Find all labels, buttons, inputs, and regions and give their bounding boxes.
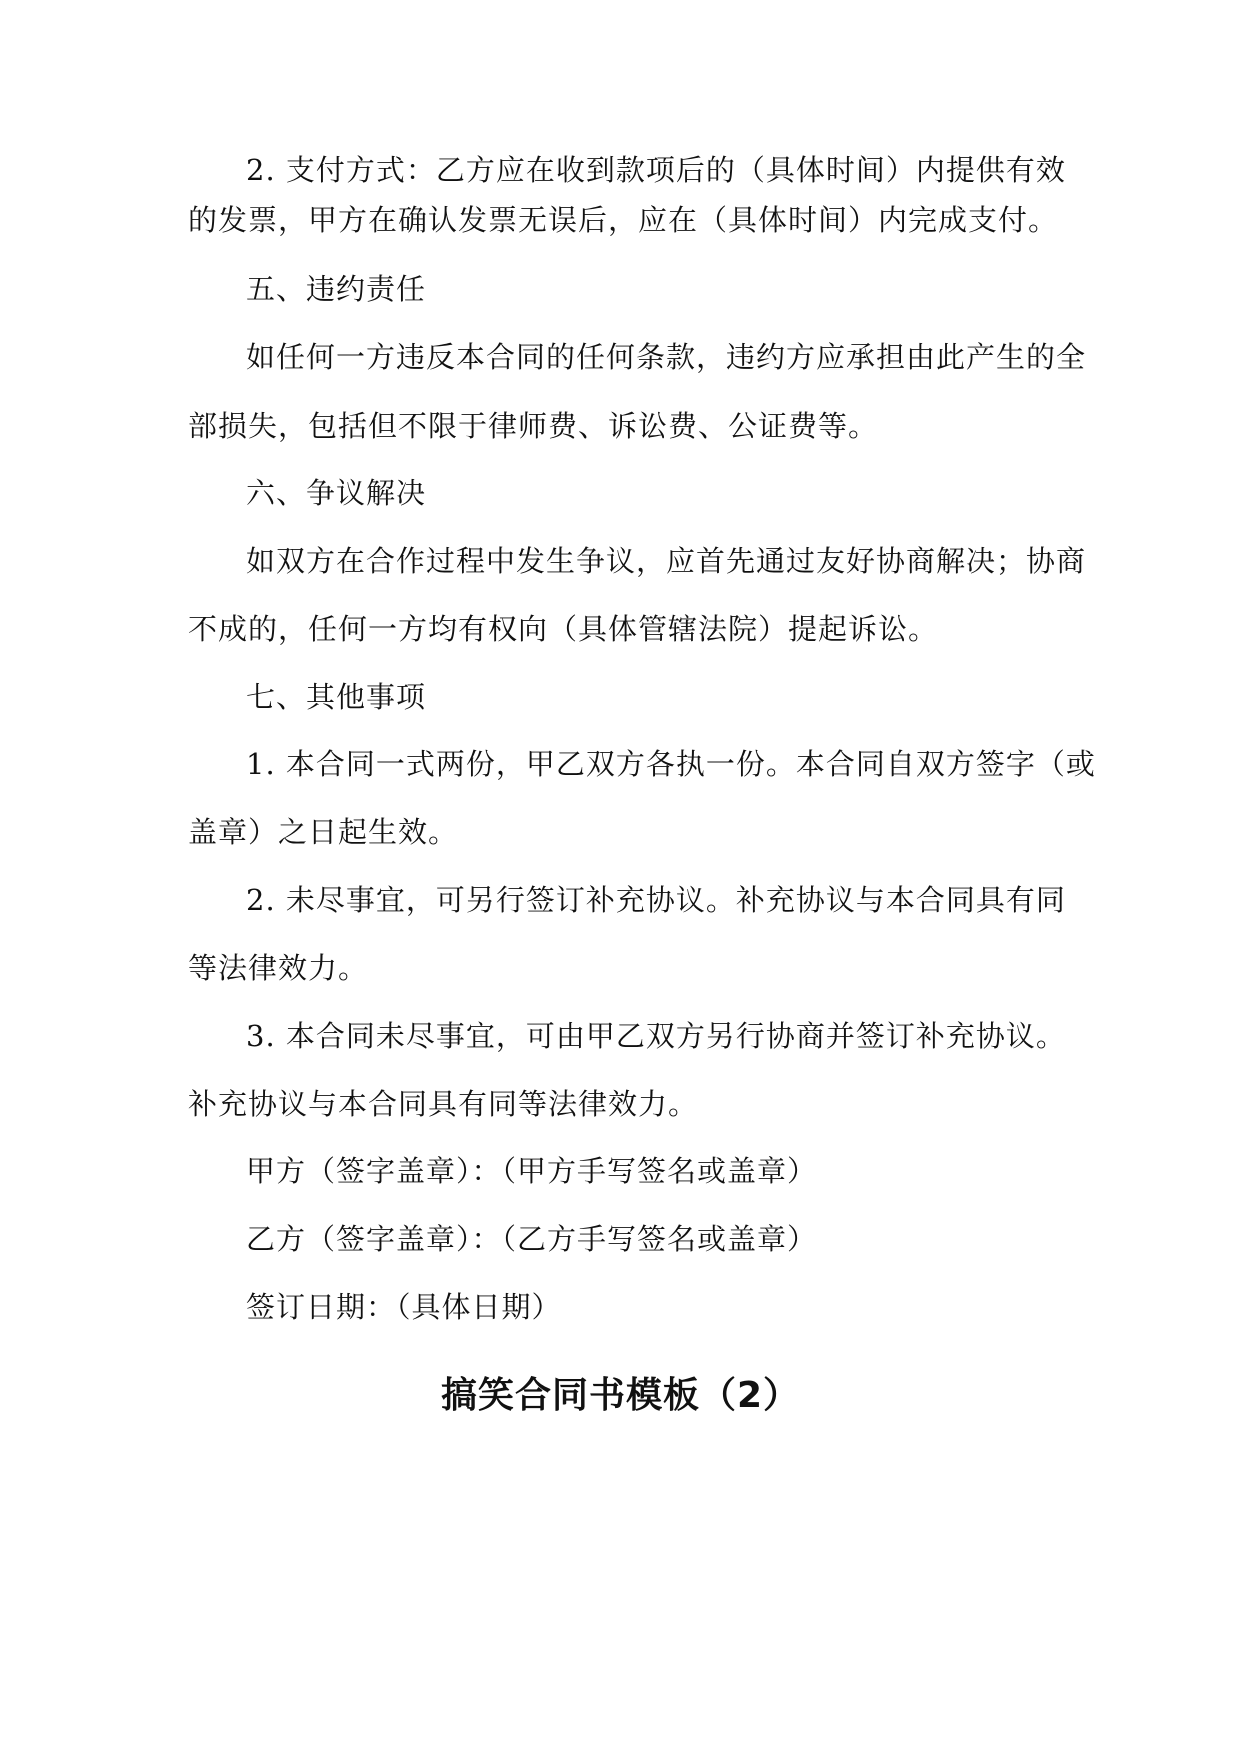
other-matters-item-1-line-2: 盖章）之日起生效。 bbox=[188, 815, 459, 849]
payment-method-line-2: 的发票，甲方在确认发票无误后，应在（具体时间）内完成支付。 bbox=[188, 203, 1059, 237]
other-matters-item-3-line-2: 补充协议与本合同具有同等法律效力。 bbox=[188, 1087, 699, 1121]
party-a-signature-line: 甲方（签字盖章）：（甲方手写签名或盖章） bbox=[246, 1154, 818, 1188]
dispute-resolution-line-2: 不成的，任何一方均有权向（具体管辖法院）提起诉讼。 bbox=[188, 612, 939, 646]
dispute-resolution-line-1: 如双方在合作过程中发生争议，应首先通过友好协商解决；协商 bbox=[246, 544, 1087, 578]
signing-date-line: 签订日期：（具体日期） bbox=[246, 1290, 562, 1324]
dispute-resolution-heading: 六、争议解决 bbox=[246, 476, 427, 510]
breach-liability-line-2: 部损失，包括但不限于律师费、诉讼费、公证费等。 bbox=[188, 409, 879, 443]
other-matters-item-2-line-1: 2. 未尽事宜，可另行签订补充协议。补充协议与本合同具有同 bbox=[246, 883, 1066, 917]
breach-liability-line-1: 如任何一方违反本合同的任何条款，违约方应承担由此产生的全 bbox=[246, 340, 1087, 374]
party-b-signature-line: 乙方（签字盖章）：（乙方手写签名或盖章） bbox=[246, 1222, 818, 1256]
other-matters-item-1-line-1: 1. 本合同一式两份，甲乙双方各执一份。本合同自双方签字（或 bbox=[246, 747, 1096, 781]
payment-method-line-1: 2. 支付方式：乙方应在收到款项后的（具体时间）内提供有效 bbox=[246, 153, 1066, 187]
other-matters-heading: 七、其他事项 bbox=[246, 680, 427, 714]
section-title: 搞笑合同书模板（2） bbox=[440, 1375, 801, 1416]
other-matters-item-2-line-2: 等法律效力。 bbox=[188, 951, 369, 985]
other-matters-item-3-line-1: 3. 本合同未尽事宜，可由甲乙双方另行协商并签订补充协议。 bbox=[246, 1019, 1066, 1053]
breach-liability-heading: 五、违约责任 bbox=[246, 272, 427, 306]
